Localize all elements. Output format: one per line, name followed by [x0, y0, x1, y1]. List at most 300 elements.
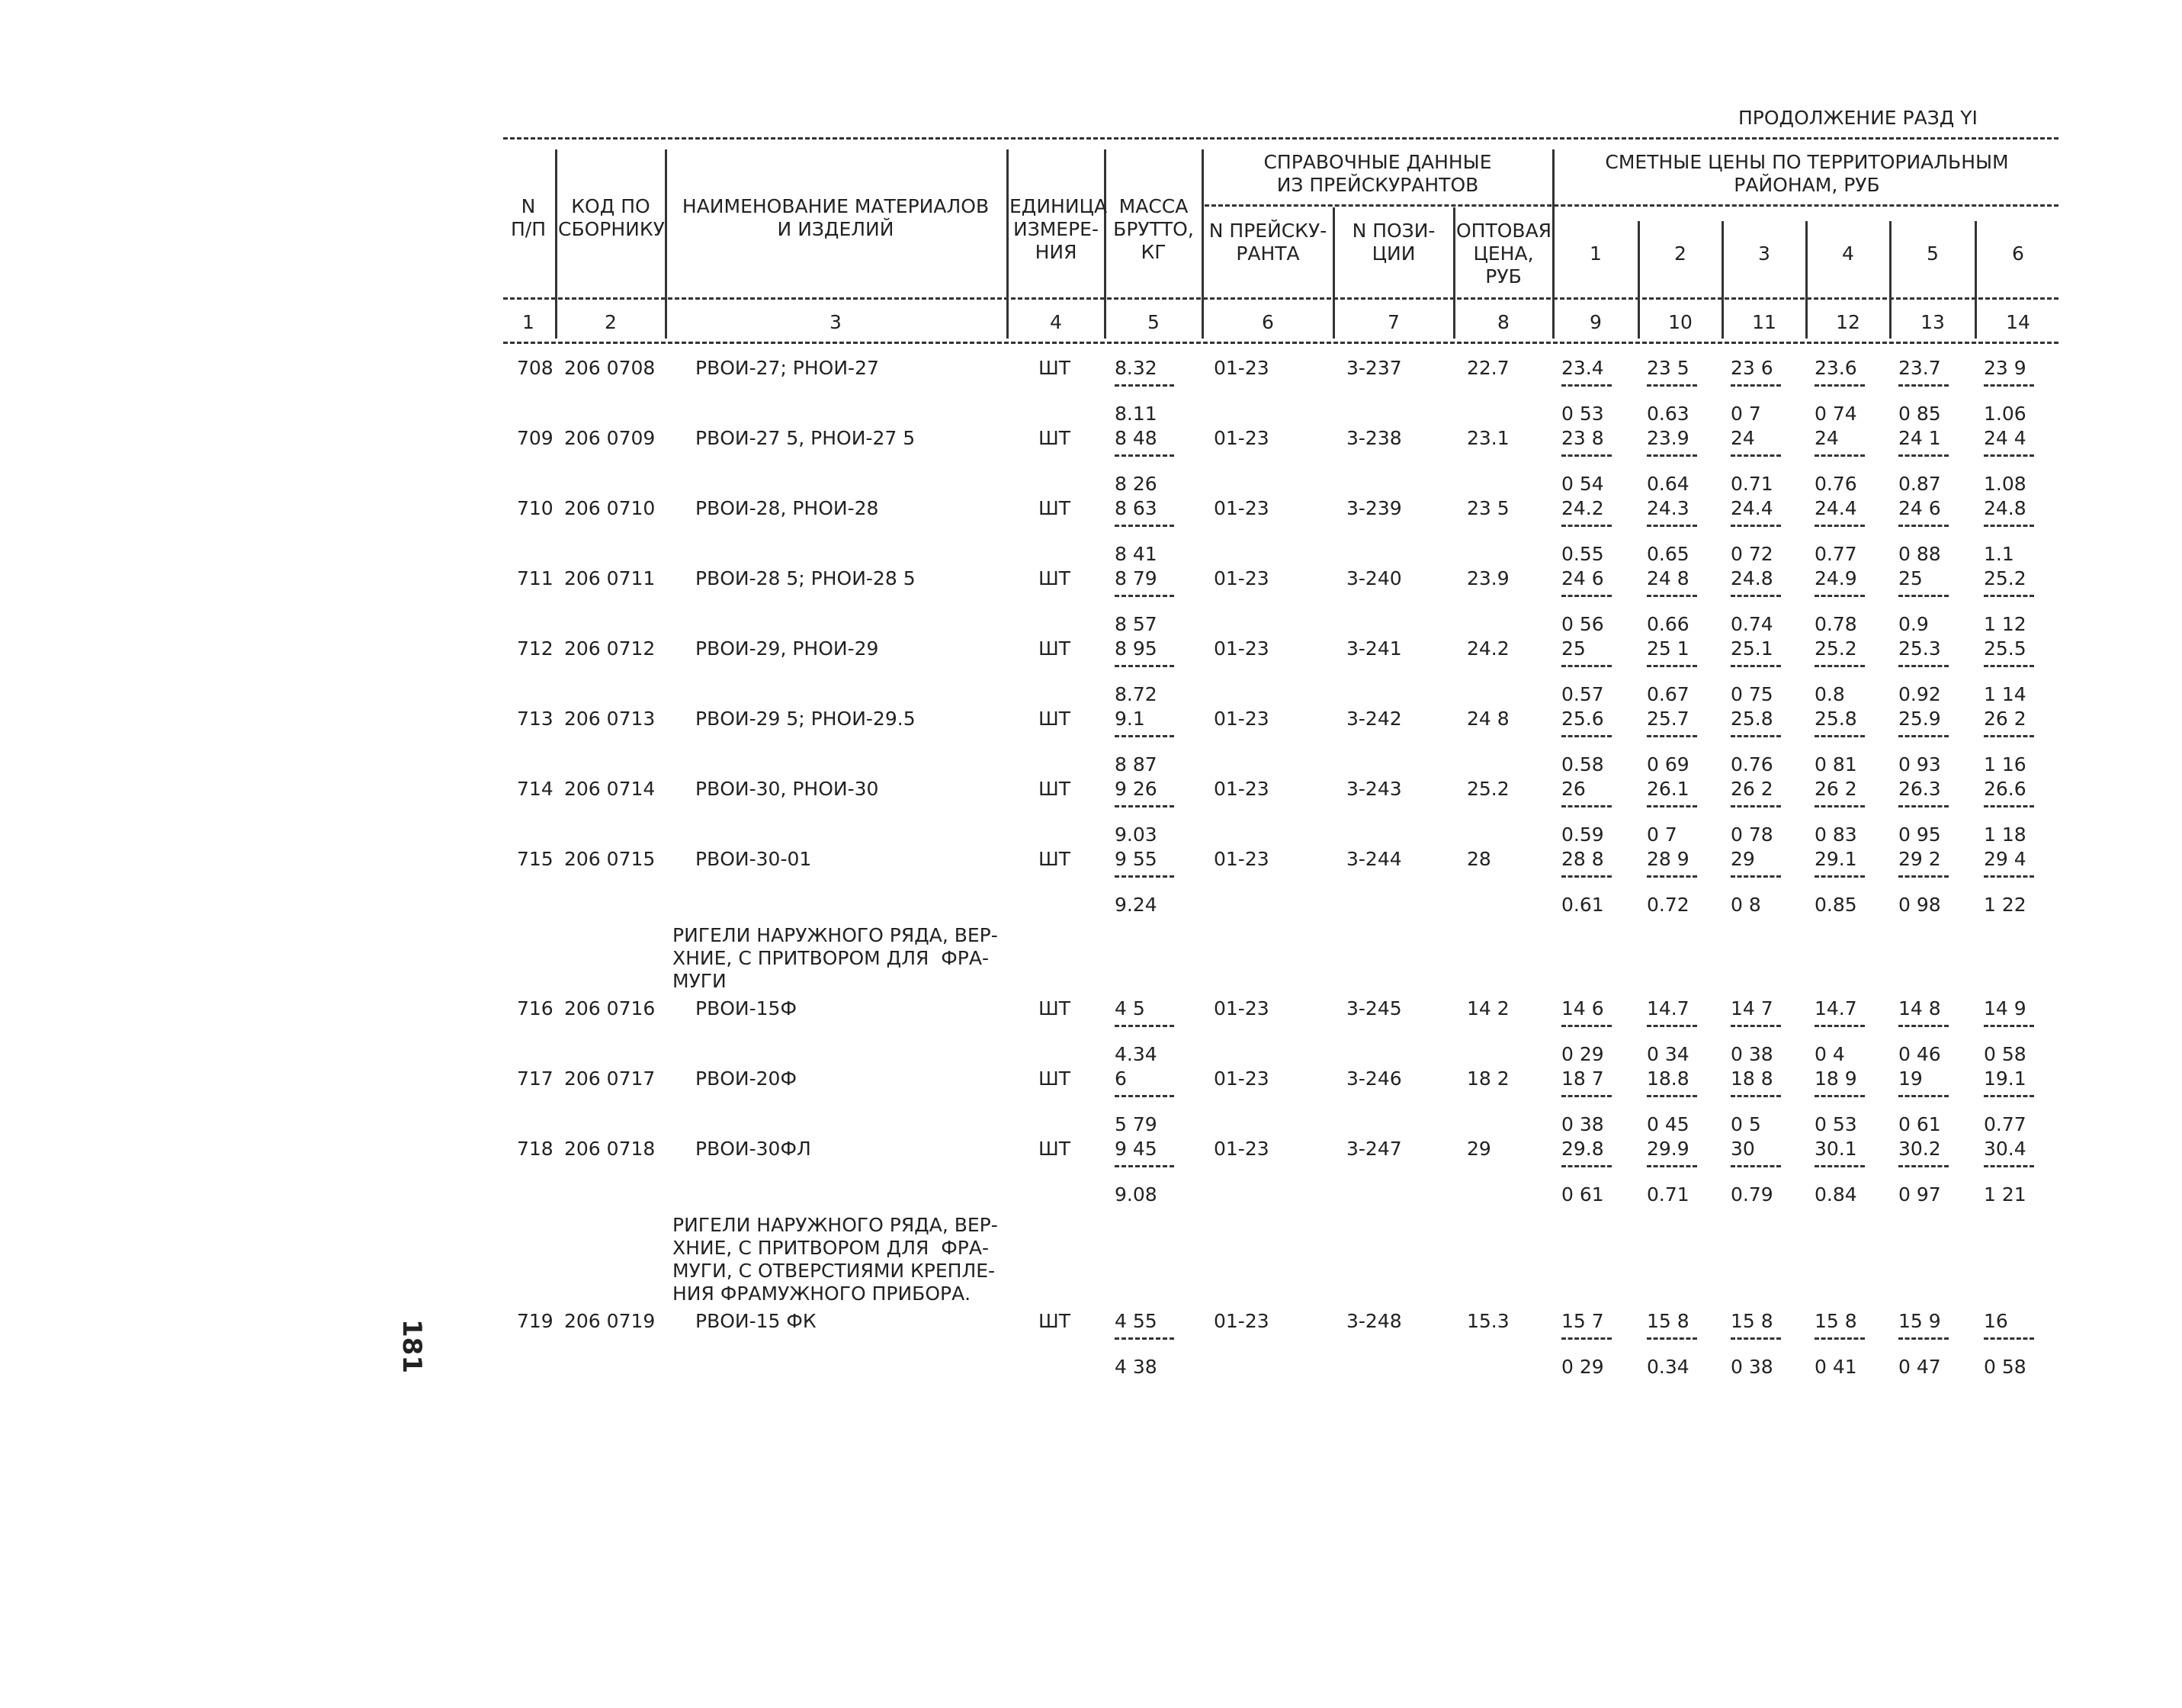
row-unit: ШТ	[1038, 567, 1071, 589]
table-row	[0, 997, 2182, 1068]
region-transport: 1 21	[1984, 1183, 2026, 1206]
region-transport: 0 4	[1815, 1043, 1845, 1065]
row-code: 206 0715	[564, 848, 656, 870]
region-price: 24.4	[1815, 497, 1857, 519]
region-divider	[1815, 1165, 1865, 1167]
region-divider	[1898, 1025, 1949, 1027]
region-transport: 0.64	[1647, 473, 1689, 495]
row-number: 713	[517, 708, 554, 730]
row-name: РВОИ-28 5; РНОИ-28 5	[695, 567, 916, 589]
region-price: 18 7	[1561, 1068, 1604, 1090]
region-transport: 0 58	[1984, 1356, 2026, 1378]
region-transport: 0 74	[1815, 403, 1857, 425]
region-divider	[1898, 735, 1949, 737]
row-wholesale-price: 15.3	[1467, 1310, 1510, 1332]
row-price-list: 01-23	[1214, 1138, 1269, 1160]
col-header-price-list: N ПРЕЙСКУ- РАНТА	[1208, 220, 1327, 265]
row-mass-net: 8 26	[1115, 473, 1157, 495]
region-divider	[1647, 735, 1697, 737]
region-header: 1	[1590, 242, 1602, 265]
col-header-code: КОД ПО СБОРНИКУ	[558, 195, 665, 240]
region-price: 24 6	[1561, 567, 1604, 589]
region-divider	[1731, 875, 1781, 878]
row-wholesale-price: 25.2	[1467, 778, 1510, 800]
row-number: 709	[517, 427, 554, 449]
row-name: РВОИ-27; РНОИ-27	[695, 357, 879, 379]
region-transport: 0.72	[1647, 894, 1689, 916]
region-divider	[1731, 1095, 1781, 1097]
col-divider	[1975, 221, 1977, 339]
row-name: РВОИ-29, РНОИ-29	[695, 637, 879, 660]
column-number: 7	[1388, 311, 1400, 333]
region-price: 24	[1815, 427, 1839, 449]
region-divider	[1898, 1095, 1949, 1097]
row-price-list: 01-23	[1214, 848, 1269, 870]
region-price: 24.3	[1647, 497, 1689, 519]
row-wholesale-price: 22.7	[1467, 357, 1510, 379]
region-divider	[1984, 525, 2034, 527]
row-mass-net: 9.03	[1115, 824, 1157, 846]
region-price: 15 8	[1815, 1310, 1857, 1332]
row-code: 206 0713	[564, 708, 656, 730]
region-divider	[1984, 665, 2034, 667]
region-price: 25.7	[1647, 708, 1689, 730]
region-divider	[1815, 805, 1865, 807]
col-divider	[665, 149, 667, 339]
row-position: 3-237	[1346, 357, 1402, 379]
region-header: 4	[1842, 242, 1854, 265]
region-divider	[1561, 735, 1612, 737]
mass-divider	[1115, 1095, 1174, 1097]
row-mass-gross: 6	[1115, 1068, 1127, 1090]
region-transport: 0 41	[1815, 1356, 1857, 1378]
header-subgroup-rule	[1205, 204, 2058, 207]
region-transport: 0 97	[1898, 1183, 1941, 1206]
col-divider	[1552, 149, 1555, 339]
region-transport: 0.55	[1561, 543, 1604, 565]
continuation-title: ПРОДОЛЖЕНИЕ РАЗД YI	[1738, 107, 1978, 129]
region-price: 28 8	[1561, 848, 1604, 870]
region-transport: 0.59	[1561, 824, 1604, 846]
region-divider	[1984, 735, 2034, 737]
region-price: 24.8	[1984, 497, 2026, 519]
column-number: 6	[1262, 311, 1274, 333]
column-number: 8	[1497, 311, 1510, 333]
region-price: 29.8	[1561, 1138, 1604, 1160]
table-row	[0, 637, 2182, 708]
region-divider	[1647, 805, 1697, 807]
col-divider	[1453, 207, 1455, 339]
header-bottom-rule	[503, 297, 2058, 300]
region-divider	[1984, 1165, 2034, 1167]
region-transport: 0.76	[1815, 473, 1857, 495]
region-transport: 0 72	[1731, 543, 1773, 565]
region-divider	[1984, 1025, 2034, 1027]
region-price: 15 8	[1731, 1310, 1773, 1332]
col-divider	[1006, 149, 1009, 339]
region-price: 25	[1898, 567, 1923, 589]
row-wholesale-price: 24 8	[1467, 708, 1510, 730]
row-position: 3-241	[1346, 637, 1402, 660]
row-name: РВОИ-15 ФК	[695, 1310, 817, 1332]
region-price: 25	[1561, 637, 1586, 660]
region-divider	[1984, 454, 2034, 457]
row-code: 206 0718	[564, 1138, 656, 1160]
mass-divider	[1115, 595, 1174, 597]
region-divider	[1561, 875, 1612, 878]
region-divider	[1731, 805, 1781, 807]
row-number: 715	[517, 848, 554, 870]
region-price: 28 9	[1647, 848, 1689, 870]
region-header: 2	[1674, 242, 1686, 265]
row-mass-gross: 8 63	[1115, 497, 1157, 519]
region-transport: 1 12	[1984, 613, 2026, 635]
region-transport: 0 38	[1731, 1043, 1773, 1065]
region-transport: 0 98	[1898, 894, 1941, 916]
region-price: 29.9	[1647, 1138, 1689, 1160]
row-position: 3-244	[1346, 848, 1402, 870]
row-code: 206 0710	[564, 497, 656, 519]
region-price: 26	[1561, 778, 1586, 800]
region-divider	[1815, 384, 1865, 387]
region-price: 15 7	[1561, 1310, 1604, 1332]
table-row	[0, 1068, 2182, 1138]
region-transport: 0.85	[1815, 894, 1857, 916]
region-divider	[1898, 1165, 1949, 1167]
table-row	[0, 357, 2182, 427]
region-price: 29 4	[1984, 848, 2026, 870]
region-divider	[1731, 665, 1781, 667]
column-number: 3	[829, 311, 842, 333]
row-wholesale-price: 23.9	[1467, 567, 1510, 589]
region-price: 14 9	[1984, 997, 2026, 1019]
mass-divider	[1115, 875, 1174, 878]
col-header-name: НАИМЕНОВАНИЕ МАТЕРИАЛОВ И ИЗДЕЛИЙ	[682, 195, 990, 240]
row-name: РВОИ-20Ф	[695, 1068, 797, 1090]
row-mass-gross: 4 5	[1115, 997, 1145, 1019]
region-price: 16	[1984, 1310, 2008, 1332]
region-divider	[1647, 384, 1697, 387]
region-price: 15 9	[1898, 1310, 1941, 1332]
region-divider	[1561, 665, 1612, 667]
region-price: 23.6	[1815, 357, 1857, 379]
row-mass-net: 9.08	[1115, 1183, 1157, 1206]
region-divider	[1984, 1095, 2034, 1097]
row-price-list: 01-23	[1214, 997, 1269, 1019]
row-price-list: 01-23	[1214, 1310, 1269, 1332]
region-divider	[1984, 805, 2034, 807]
row-price-list: 01-23	[1214, 567, 1269, 589]
row-unit: ШТ	[1038, 778, 1071, 800]
region-transport: 1.08	[1984, 473, 2026, 495]
region-price: 30.1	[1815, 1138, 1857, 1160]
region-transport: 0.34	[1647, 1356, 1689, 1378]
region-price: 15 8	[1647, 1310, 1689, 1332]
region-transport: 0.92	[1898, 683, 1941, 705]
region-transport: 0.63	[1647, 403, 1689, 425]
row-price-list: 01-23	[1214, 357, 1269, 379]
region-price: 25.3	[1898, 637, 1941, 660]
region-divider	[1561, 595, 1612, 597]
row-mass-net: 8.11	[1115, 403, 1157, 425]
region-divider	[1647, 454, 1697, 457]
region-transport: 0 61	[1898, 1113, 1941, 1135]
row-name: РВОИ-30, РНОИ-30	[695, 778, 879, 800]
table-row	[0, 1138, 2182, 1208]
region-transport: 0 54	[1561, 473, 1604, 495]
region-transport: 0 47	[1898, 1356, 1941, 1378]
region-transport: 0 56	[1561, 613, 1604, 635]
region-divider	[1647, 1025, 1697, 1027]
region-price: 19.1	[1984, 1068, 2026, 1090]
row-wholesale-price: 14 2	[1467, 997, 1510, 1019]
col-header-num: N П/П	[510, 195, 547, 240]
region-price: 23 8	[1561, 427, 1604, 449]
region-transport: 0 83	[1815, 824, 1857, 846]
region-divider	[1561, 1337, 1612, 1340]
region-price: 24 6	[1898, 497, 1941, 519]
row-number: 718	[517, 1138, 554, 1160]
row-mass-gross: 9.1	[1115, 708, 1145, 730]
row-code: 206 0708	[564, 357, 656, 379]
row-mass-net: 5 79	[1115, 1113, 1157, 1135]
region-price: 26.1	[1647, 778, 1689, 800]
region-divider	[1647, 1095, 1697, 1097]
column-number: 4	[1050, 311, 1062, 333]
region-header: 3	[1758, 242, 1770, 265]
region-transport: 0.79	[1731, 1183, 1773, 1206]
column-number: 12	[1836, 311, 1860, 333]
region-transport: 0.67	[1647, 683, 1689, 705]
region-price: 24 8	[1647, 567, 1689, 589]
region-divider	[1815, 735, 1865, 737]
row-mass-gross: 8 95	[1115, 637, 1157, 660]
region-divider	[1984, 384, 2034, 387]
region-transport: 0.71	[1731, 473, 1773, 495]
region-divider	[1815, 525, 1865, 527]
col-divider	[1202, 149, 1204, 339]
row-mass-net: 8.72	[1115, 683, 1157, 705]
region-price: 25 1	[1647, 637, 1689, 660]
region-divider	[1984, 875, 2034, 878]
mass-divider	[1115, 525, 1174, 527]
row-position: 3-239	[1346, 497, 1402, 519]
region-transport: 0.78	[1815, 613, 1857, 635]
region-transport: 0 8	[1731, 894, 1761, 916]
row-position: 3-243	[1346, 778, 1402, 800]
region-price: 25.1	[1731, 637, 1773, 660]
row-price-list: 01-23	[1214, 1068, 1269, 1090]
row-position: 3-245	[1346, 997, 1402, 1019]
region-price: 25.6	[1561, 708, 1604, 730]
region-price: 23.9	[1647, 427, 1689, 449]
region-transport: 0 46	[1898, 1043, 1941, 1065]
region-transport: 0 7	[1647, 824, 1677, 846]
row-unit: ШТ	[1038, 997, 1071, 1019]
header-number-rule	[503, 342, 2058, 344]
region-divider	[1561, 525, 1612, 527]
column-number: 1	[522, 311, 534, 333]
region-price: 26.3	[1898, 778, 1941, 800]
region-price: 29 2	[1898, 848, 1941, 870]
row-wholesale-price: 23.1	[1467, 427, 1510, 449]
region-divider	[1561, 1025, 1612, 1027]
row-position: 3-246	[1346, 1068, 1402, 1090]
region-transport: 0 29	[1561, 1356, 1604, 1378]
row-number: 716	[517, 997, 554, 1019]
row-unit: ШТ	[1038, 637, 1071, 660]
column-number: 9	[1590, 311, 1602, 333]
group-title: РИГЕЛИ НАРУЖНОГО РЯДА, ВЕР- ХНИЕ, С ПРИТВОРОМ ДЛЯ ФРА- МУГИ	[672, 924, 998, 992]
row-position: 3-238	[1346, 427, 1402, 449]
region-price: 25.8	[1731, 708, 1773, 730]
region-price: 14.7	[1815, 997, 1857, 1019]
region-price: 24.4	[1731, 497, 1773, 519]
col-header-wholesale: ОПТОВАЯ ЦЕНА, РУБ	[1456, 220, 1552, 287]
region-transport: 0 85	[1898, 403, 1941, 425]
row-position: 3-248	[1346, 1310, 1402, 1332]
region-transport: 0.66	[1647, 613, 1689, 635]
region-price: 23.7	[1898, 357, 1941, 379]
row-price-list: 01-23	[1214, 497, 1269, 519]
region-divider	[1898, 454, 1949, 457]
region-price: 23 6	[1731, 357, 1773, 379]
region-transport: 0.77	[1815, 543, 1857, 565]
row-number: 708	[517, 357, 554, 379]
table-row	[0, 848, 2182, 918]
region-divider	[1815, 875, 1865, 878]
col-divider	[1638, 221, 1640, 339]
region-transport: 0 38	[1731, 1356, 1773, 1378]
row-mass-net: 4.34	[1115, 1043, 1157, 1065]
region-transport: 0.76	[1731, 753, 1773, 775]
region-transport: 0 29	[1561, 1043, 1604, 1065]
region-transport: 0 5	[1731, 1113, 1761, 1135]
row-mass-net: 8 41	[1115, 543, 1157, 565]
region-price: 14 8	[1898, 997, 1941, 1019]
region-transport: 0.65	[1647, 543, 1689, 565]
column-number: 14	[2006, 311, 2030, 333]
row-wholesale-price: 24.2	[1467, 637, 1510, 660]
region-transport: 1 18	[1984, 824, 2026, 846]
region-price: 26.6	[1984, 778, 2026, 800]
row-unit: ШТ	[1038, 1310, 1071, 1332]
region-divider	[1984, 1337, 2034, 1340]
region-transport: 0 45	[1647, 1113, 1689, 1135]
table-row	[0, 427, 2182, 497]
region-divider	[1731, 735, 1781, 737]
region-divider	[1984, 595, 2034, 597]
column-number: 2	[605, 311, 617, 333]
region-transport: 0.77	[1984, 1113, 2026, 1135]
row-code: 206 0712	[564, 637, 656, 660]
region-divider	[1815, 1025, 1865, 1027]
col-header-ref-group: СПРАВОЧНЫЕ ДАННЫЕ ИЗ ПРЕЙСКУРАНТОВ	[1263, 151, 1492, 196]
region-divider	[1561, 384, 1612, 387]
row-number: 711	[517, 567, 554, 589]
column-number: 10	[1668, 311, 1693, 333]
row-unit: ШТ	[1038, 1068, 1071, 1090]
region-transport: 0.74	[1731, 613, 1773, 635]
row-number: 717	[517, 1068, 554, 1090]
region-price: 14.7	[1647, 997, 1689, 1019]
region-price: 26 2	[1984, 708, 2026, 730]
row-wholesale-price: 23 5	[1467, 497, 1510, 519]
region-transport: 0 81	[1815, 753, 1857, 775]
col-header-position: N ПОЗИ- ЦИИ	[1352, 220, 1436, 265]
region-price: 25.5	[1984, 637, 2026, 660]
row-code: 206 0714	[564, 778, 656, 800]
region-price: 26 2	[1731, 778, 1773, 800]
table-row	[0, 708, 2182, 778]
mass-divider	[1115, 805, 1174, 807]
region-divider	[1561, 454, 1612, 457]
row-name: РВОИ-30-01	[695, 848, 812, 870]
col-divider	[1104, 149, 1106, 339]
region-price: 24 4	[1984, 427, 2026, 449]
header-top-rule	[503, 137, 2058, 140]
region-transport: 1 16	[1984, 753, 2026, 775]
region-divider	[1731, 595, 1781, 597]
row-position: 3-240	[1346, 567, 1402, 589]
region-price: 29.1	[1815, 848, 1857, 870]
region-transport: 0.58	[1561, 753, 1604, 775]
region-transport: 0.8	[1815, 683, 1845, 705]
region-price: 18 8	[1731, 1068, 1773, 1090]
table-row	[0, 778, 2182, 848]
row-position: 3-247	[1346, 1138, 1402, 1160]
region-divider	[1898, 595, 1949, 597]
mass-divider	[1115, 665, 1174, 667]
region-price: 23.4	[1561, 357, 1604, 379]
group-title: РИГЕЛИ НАРУЖНОГО РЯДА, ВЕР- ХНИЕ, С ПРИТВОРОМ ДЛЯ ФРА- МУГИ, С ОТВЕРСТИЯМИ КРЕПЛЕ- НИЯ ФРАМУЖНОГО ПРИБОРА.	[672, 1214, 998, 1305]
mass-divider	[1115, 1337, 1174, 1340]
region-transport: 0.9	[1898, 613, 1929, 635]
region-divider	[1647, 525, 1697, 527]
row-code: 206 0719	[564, 1310, 656, 1332]
row-mass-net: 8 57	[1115, 613, 1157, 635]
col-divider	[1722, 221, 1724, 339]
row-mass-gross: 4 55	[1115, 1310, 1157, 1332]
region-divider	[1815, 454, 1865, 457]
region-divider	[1731, 384, 1781, 387]
region-divider	[1647, 1337, 1697, 1340]
row-name: РВОИ-30ФЛ	[695, 1138, 811, 1160]
col-header-mass: МАССА БРУТТО, КГ	[1113, 195, 1194, 263]
region-divider	[1815, 595, 1865, 597]
row-code: 206 0709	[564, 427, 656, 449]
region-divider	[1647, 665, 1697, 667]
row-code: 206 0711	[564, 567, 656, 589]
region-price: 24.8	[1731, 567, 1773, 589]
table-row	[0, 1310, 2182, 1380]
region-divider	[1647, 595, 1697, 597]
row-mass-gross: 9 55	[1115, 848, 1157, 870]
region-price: 26 2	[1815, 778, 1857, 800]
region-price: 24 1	[1898, 427, 1941, 449]
region-price: 30.2	[1898, 1138, 1941, 1160]
region-transport: 0 88	[1898, 543, 1941, 565]
region-price: 14 7	[1731, 997, 1773, 1019]
region-transport: 0 53	[1815, 1113, 1857, 1135]
region-header: 6	[2012, 242, 2024, 265]
row-number: 719	[517, 1310, 554, 1332]
row-price-list: 01-23	[1214, 637, 1269, 660]
row-mass-gross: 8 79	[1115, 567, 1157, 589]
region-transport: 0 93	[1898, 753, 1941, 775]
col-divider	[1889, 221, 1892, 339]
row-name: РВОИ-28, РНОИ-28	[695, 497, 879, 519]
